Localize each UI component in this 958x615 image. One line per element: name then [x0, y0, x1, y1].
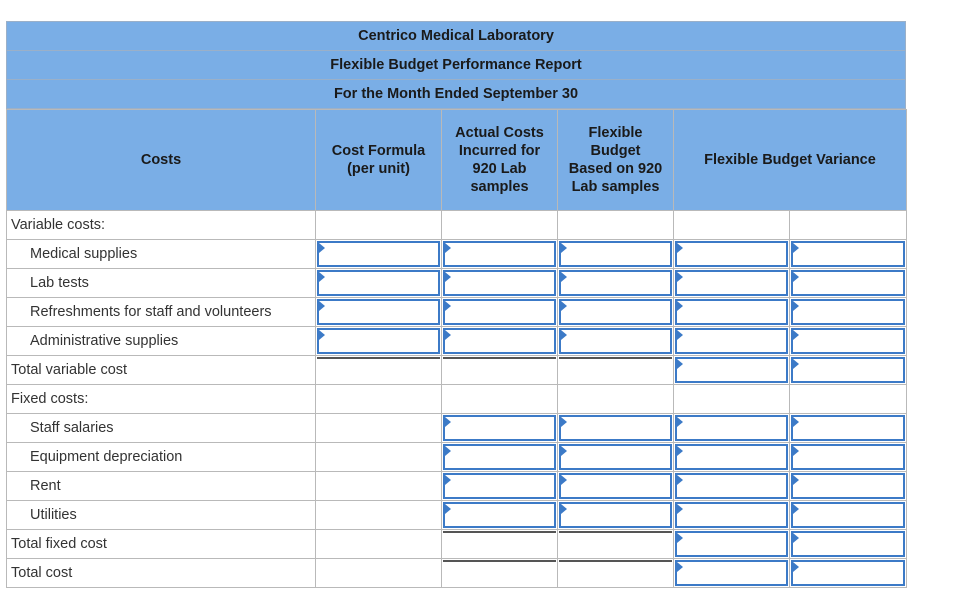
lab-tests-variance-input[interactable] — [677, 272, 786, 294]
admin-supplies-flexible-input[interactable] — [561, 330, 670, 352]
equipment-depreciation-flexible-input[interactable] — [561, 446, 670, 468]
refreshments-flexible-input[interactable] — [561, 301, 670, 323]
row-label-lab-tests: Lab tests — [7, 269, 316, 298]
admin-supplies-formula-input[interactable] — [319, 330, 438, 352]
report-period: For the Month Ended September 30 — [6, 79, 906, 109]
table-row — [7, 501, 907, 530]
total-cost-actual-cell — [443, 560, 556, 586]
medical-supplies-actual-input[interactable] — [445, 243, 554, 265]
medical-supplies-formula-input[interactable] — [319, 243, 438, 265]
lab-tests-formula-input[interactable] — [319, 272, 438, 294]
rent-actual-input[interactable] — [445, 475, 554, 497]
total-variable-flexible-cell — [559, 357, 672, 383]
equipment-depreciation-actual-input[interactable] — [445, 446, 554, 468]
total-cost-flexible-cell — [559, 560, 672, 586]
table-row — [7, 269, 907, 298]
header-cost-formula: Cost Formula (per unit) — [316, 110, 442, 211]
staff-salaries-variance-type-input[interactable] — [793, 417, 903, 439]
refreshments-actual-input[interactable] — [445, 301, 554, 323]
utilities-actual-input[interactable] — [445, 504, 554, 526]
medical-supplies-variance-type-input[interactable] — [793, 243, 903, 265]
row-label-medical-supplies: Medical supplies — [7, 240, 316, 269]
table-row — [7, 443, 907, 472]
refreshments-variance-input[interactable] — [677, 301, 786, 323]
table-row — [7, 356, 907, 385]
header-variance: Flexible Budget Variance — [674, 110, 907, 211]
total-variable-variance-type-input[interactable] — [793, 359, 903, 381]
row-label-total-fixed-cost: Total fixed cost — [7, 530, 316, 559]
utilities-variance-input[interactable] — [677, 504, 786, 526]
equipment-depreciation-variance-input[interactable] — [677, 446, 786, 468]
table-row — [7, 414, 907, 443]
table-row — [7, 240, 907, 269]
total-fixed-variance-type-input[interactable] — [793, 533, 903, 555]
row-label-total-variable-cost: Total variable cost — [7, 356, 316, 385]
equipment-depreciation-variance-type-input[interactable] — [793, 446, 903, 468]
company-name: Centrico Medical Laboratory — [6, 21, 906, 50]
row-label-fixed-costs: Fixed costs: — [7, 385, 316, 414]
total-fixed-actual-cell — [443, 531, 556, 557]
total-variable-actual-cell — [443, 357, 556, 383]
table-row — [7, 298, 907, 327]
row-label-utilities: Utilities — [7, 501, 316, 530]
rent-variance-type-input[interactable] — [793, 475, 903, 497]
row-label-administrative-supplies: Administrative supplies — [7, 327, 316, 356]
lab-tests-flexible-input[interactable] — [561, 272, 670, 294]
utilities-flexible-input[interactable] — [561, 504, 670, 526]
total-variable-variance-input[interactable] — [677, 359, 786, 381]
total-variable-formula-cell — [317, 357, 440, 383]
total-fixed-variance-input[interactable] — [677, 533, 786, 555]
staff-salaries-variance-input[interactable] — [677, 417, 786, 439]
utilities-variance-type-input[interactable] — [793, 504, 903, 526]
header-row — [7, 110, 907, 211]
table-row — [7, 530, 907, 559]
medical-supplies-flexible-input[interactable] — [561, 243, 670, 265]
table-row — [7, 559, 907, 588]
lab-tests-variance-type-input[interactable] — [793, 272, 903, 294]
refreshments-variance-type-input[interactable] — [793, 301, 903, 323]
rent-variance-input[interactable] — [677, 475, 786, 497]
row-label-total-cost: Total cost — [7, 559, 316, 588]
total-cost-variance-input[interactable] — [677, 562, 786, 584]
table-row — [7, 472, 907, 501]
admin-supplies-variance-type-input[interactable] — [793, 330, 903, 352]
refreshments-formula-input[interactable] — [319, 301, 438, 323]
report-table-container — [6, 21, 906, 588]
table-row — [7, 385, 907, 414]
row-label-rent: Rent — [7, 472, 316, 501]
staff-salaries-actual-input[interactable] — [445, 417, 554, 439]
admin-supplies-actual-input[interactable] — [445, 330, 554, 352]
staff-salaries-flexible-input[interactable] — [561, 417, 670, 439]
rent-flexible-input[interactable] — [561, 475, 670, 497]
medical-supplies-variance-input[interactable] — [677, 243, 786, 265]
total-fixed-flexible-cell — [559, 531, 672, 557]
table-row — [7, 327, 907, 356]
admin-supplies-variance-input[interactable] — [677, 330, 786, 352]
row-label-equipment-depreciation: Equipment depreciation — [7, 443, 316, 472]
header-costs: Costs — [7, 110, 316, 211]
row-label-variable-costs: Variable costs: — [7, 211, 316, 240]
row-label-staff-salaries: Staff salaries — [7, 414, 316, 443]
total-cost-variance-type-input[interactable] — [793, 562, 903, 584]
header-flexible-budget: Flexible Budget Based on 920 Lab samples — [558, 110, 674, 211]
lab-tests-actual-input[interactable] — [445, 272, 554, 294]
row-label-refreshments: Refreshments for staff and volunteers — [7, 298, 316, 327]
table-row — [7, 211, 907, 240]
header-actual-costs: Actual Costs Incurred for 920 Lab samples — [442, 110, 558, 211]
report-title: Flexible Budget Performance Report — [6, 50, 906, 79]
performance-report-table — [6, 109, 907, 588]
